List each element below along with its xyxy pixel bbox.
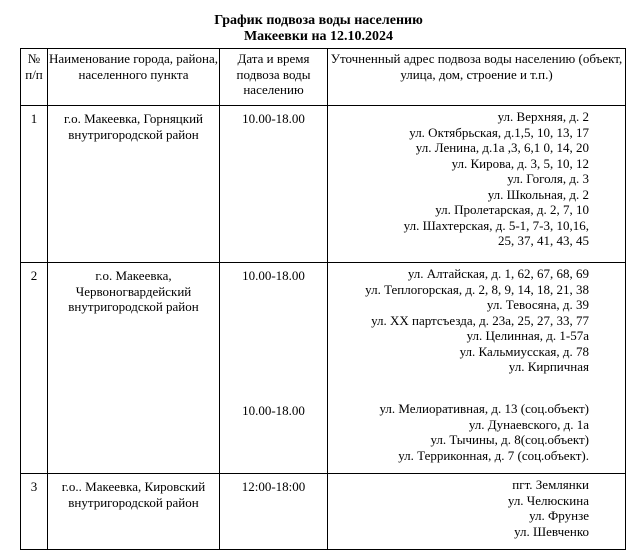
header-address: Уточненный адрес подвоза воды населению (объект, улица, дом, строение и т.п.)	[328, 49, 626, 106]
address-line: ул. Целинная, д. 1-57а	[466, 328, 589, 343]
row-num: 3	[21, 474, 48, 550]
header-date: Дата и время подвоза воды населению	[220, 49, 328, 106]
table-row	[21, 106, 626, 263]
address-line: ул. Кирова, д. 3, 5, 10, 12	[451, 155, 589, 171]
row-num: 1	[21, 106, 48, 263]
table-header-row	[21, 49, 626, 106]
table-row	[21, 263, 626, 399]
address-line: ул. Октябрьская, д.1,5, 10, 13, 17	[409, 124, 589, 140]
document-title	[0, 13, 637, 45]
row-date: 10.00-18.00	[220, 263, 328, 399]
address-line: ул. Гоголя, д. 3	[507, 171, 589, 186]
address-line: ул. Теплогорская, д. 2, 8, 9, 14, 18, 21, 38	[365, 281, 589, 297]
address-line: ул. Шахтерская, д. 5-1, 7-3, 10,16,	[403, 217, 589, 233]
row-addresses	[328, 106, 626, 263]
row-addresses	[328, 474, 626, 550]
address-line: 25, 37, 41, 43, 45	[498, 233, 589, 248]
row-date: 12:00-18:00	[220, 474, 328, 550]
address-line: ул. Челюскина	[507, 492, 589, 508]
address-line: ул. Кирпичная	[508, 359, 589, 374]
header-num: № п/п	[21, 49, 48, 106]
address-line: пгт. Землянки	[512, 477, 589, 492]
address-line: ул. Верхняя, д. 2	[497, 109, 589, 124]
title-line-2: Макеевки на 12.10.2024	[243, 29, 394, 44]
row-date: 10.00-18.00	[220, 106, 328, 263]
address-line: ул. Терриконная, д. 7 (соц.объект).	[398, 447, 589, 463]
address-line: ул. XX партсъезда, д. 23а, 25, 27, 33, 77	[371, 312, 589, 328]
row-name: г.о. Макеевка, Горняцкий внутригородской район	[48, 106, 220, 263]
table-row	[21, 474, 626, 550]
address-line: ул. Ленина, д.1а ,3, 6,1 0, 14, 20	[415, 140, 589, 155]
title-line-1: График подвоза воды населению	[214, 13, 423, 28]
row-addresses-2	[328, 398, 626, 474]
address-line: ул. Фрунзе	[529, 508, 589, 523]
header-name: Наименование города, района, населенного пункта	[48, 49, 220, 106]
row-date-2: 10.00-18.00	[220, 398, 328, 474]
address-line: ул. Алтайская, д. 1, 62, 67, 68, 69	[407, 266, 589, 281]
address-line: ул. Тычины, д. 8(соц.объект)	[430, 432, 589, 447]
row-num: 2	[21, 263, 48, 474]
address-line: ул. Пролетарская, д. 2, 7, 10	[435, 202, 589, 217]
address-line: ул. Дунаевского, д. 1а	[468, 416, 589, 432]
address-line: ул. Кальмиусская, д. 78	[459, 343, 589, 359]
address-line: ул. Шевченко	[514, 523, 589, 539]
row-addresses	[328, 263, 626, 399]
row-name: г.о.. Макеевка, Кировский внутригородской район	[48, 474, 220, 550]
row-name: г.о. Макеевка, Червоногвардейский внутригородской район	[48, 263, 220, 474]
address-line: ул. Школьная, д. 2	[487, 186, 589, 202]
address-line: ул. Тевосяна, д. 39	[486, 297, 589, 312]
address-line: ул. Мелиоративная, д. 13 (соц.объект)	[379, 401, 589, 416]
schedule-table	[20, 48, 626, 550]
